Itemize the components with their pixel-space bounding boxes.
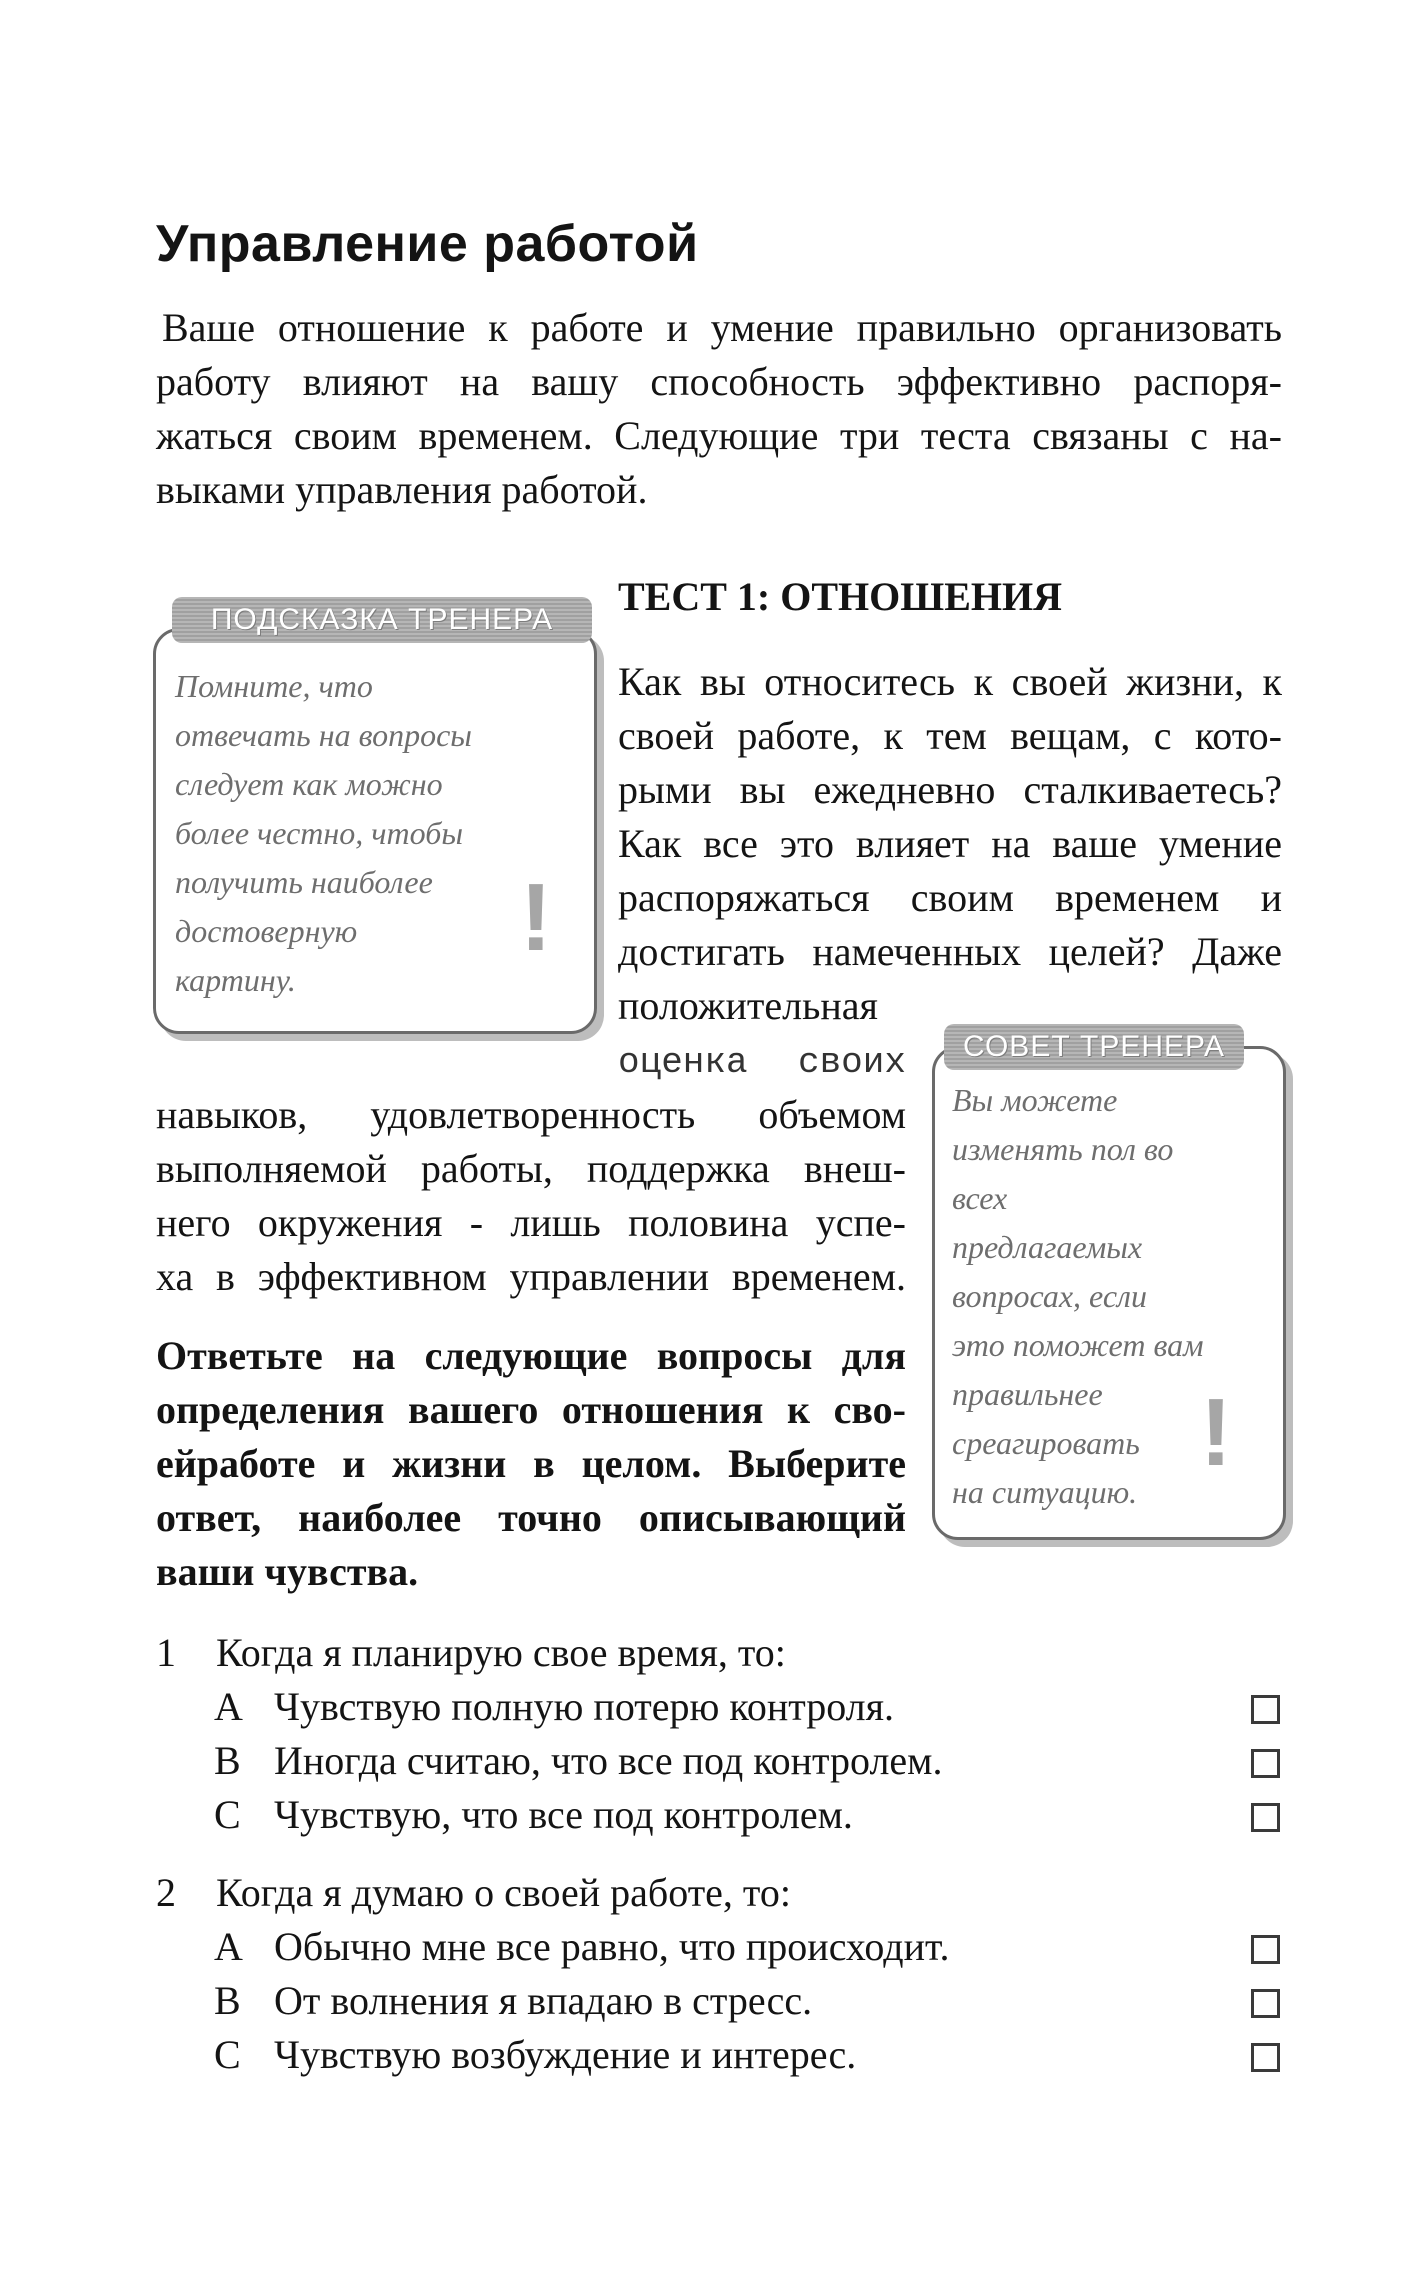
option-letter: B	[214, 1738, 241, 1783]
option-letter: B	[214, 1978, 241, 2023]
intro-paragraph	[156, 301, 1282, 517]
coach-advice-line: вопросах, если	[952, 1278, 1147, 1314]
answer-option	[156, 1680, 1280, 1734]
answer-checkbox[interactable]	[1251, 1803, 1280, 1832]
coach-advice-line: правильнее	[952, 1376, 1103, 1412]
coach-advice-line: среагировать	[952, 1425, 1140, 1461]
intro-line: жаться своим временем. Следующие три теста связаны с на-	[156, 413, 1282, 458]
option-letter: A	[214, 1924, 243, 1969]
question-1	[156, 1626, 1280, 1842]
question-2	[156, 1866, 1280, 2082]
test-line: Как все это влияет на ваше умение	[618, 821, 1282, 866]
coach-advice-line: на ситуацию.	[952, 1474, 1138, 1510]
coach-hint-text	[175, 662, 472, 1005]
answer-checkbox[interactable]	[1251, 1935, 1280, 1964]
instruction-paragraph	[156, 1329, 906, 1599]
option-text: Чувствую полную потерю контроля.	[274, 1684, 895, 1729]
test-title: ТЕСТ 1: ОТНОШЕНИЯ	[618, 574, 1062, 619]
instruction-line: Ответьте на следующие вопросы для	[156, 1333, 906, 1378]
option-text: Чувствую возбуждение и интерес.	[274, 2032, 857, 2077]
instruction-line: ейработе и жизни в целом. Выберите	[156, 1441, 906, 1486]
coach-advice-label: СОВЕТ ТРЕНЕРА	[944, 1024, 1244, 1070]
coach-advice-line: это поможет вам	[952, 1327, 1204, 1363]
intro-line: Ваше отношение к работе и умение правильно организовать	[162, 305, 1282, 350]
test-line: навыков, удовлетворенность объемом	[156, 1092, 906, 1137]
question-number: 2	[156, 1870, 176, 1915]
coach-hint-label: ПОДСКАЗКА ТРЕНЕРА	[172, 597, 592, 643]
option-text: От волнения я впадаю в стресс.	[274, 1978, 813, 2023]
instruction-line: ваши чувства.	[156, 1549, 419, 1594]
question-number: 1	[156, 1630, 176, 1675]
coach-advice-line: предлагаемых	[952, 1229, 1143, 1265]
test-line: выполняемой работы, поддержка внеш-	[156, 1146, 906, 1191]
coach-hint-line: более честно, чтобы	[175, 815, 463, 851]
coach-hint-line: картину.	[175, 962, 296, 998]
question-row	[156, 1866, 1280, 1920]
coach-advice-line: изменять пол во	[952, 1131, 1174, 1167]
answer-checkbox[interactable]	[1251, 1749, 1280, 1778]
option-letter: C	[214, 2032, 241, 2077]
coach-hint-line: отвечать на вопросы	[175, 717, 472, 753]
answer-checkbox[interactable]	[1251, 1989, 1280, 2018]
answer-checkbox[interactable]	[1251, 1695, 1280, 1724]
instruction-line: ответ, наиболее точно описывающий	[156, 1495, 906, 1540]
coach-hint-line: Помните, что	[175, 668, 373, 704]
exclamation-icon: !	[1200, 1379, 1232, 1486]
option-text: Чувствую, что все под контролем.	[274, 1792, 853, 1837]
answer-option	[156, 1788, 1280, 1842]
test-intro	[618, 655, 1282, 1033]
test-line: него окружения - лишь половина успе-	[156, 1200, 906, 1245]
question-text: Когда я планирую свое время, то:	[216, 1630, 786, 1675]
instruction-line: определения вашего отношения к сво-	[156, 1387, 906, 1432]
test-line-mono	[618, 1036, 906, 1090]
answer-option	[156, 1974, 1280, 2028]
answer-option	[156, 2028, 1280, 2082]
exclamation-icon: !	[520, 864, 552, 971]
question-row	[156, 1626, 1280, 1680]
answer-checkbox[interactable]	[1251, 2043, 1280, 2072]
test-line: положительная	[618, 983, 878, 1028]
option-letter: A	[214, 1684, 243, 1729]
option-letter: C	[214, 1792, 241, 1837]
intro-line: выками управления работой.	[156, 467, 648, 512]
test-line: рыми вы ежедневно сталкиваетесь?	[618, 767, 1282, 812]
test-intro-continued	[156, 1088, 906, 1304]
coach-advice-text	[952, 1076, 1204, 1517]
coach-hint-line: получить наиболее	[175, 864, 433, 900]
test-line: достигать намеченных целей? Даже	[618, 929, 1282, 974]
page-title: Управление работой	[156, 215, 699, 273]
coach-advice-line: Вы можете	[952, 1082, 1118, 1118]
test-line: оценка своих	[618, 1042, 906, 1083]
test-line: ха в эффективном управлении временем.	[156, 1254, 906, 1299]
coach-hint-line: достоверную	[175, 913, 358, 949]
coach-hint-line: следует как можно	[175, 766, 443, 802]
test-line: распоряжаться своим временем и	[618, 875, 1282, 920]
test-line: своей работе, к тем вещам, с кото-	[618, 713, 1282, 758]
answer-option	[156, 1920, 1280, 1974]
answer-option	[156, 1734, 1280, 1788]
question-text: Когда я думаю о своей работе, то:	[216, 1870, 791, 1915]
test-line: Как вы относитесь к своей жизни, к	[618, 659, 1282, 704]
coach-advice-line: всех	[952, 1180, 1008, 1216]
option-text: Обычно мне все равно, что происходит.	[274, 1924, 950, 1969]
intro-line: работу влияют на вашу способность эффективно распоря-	[156, 359, 1282, 404]
option-text: Иногда считаю, что все под контролем.	[274, 1738, 943, 1783]
